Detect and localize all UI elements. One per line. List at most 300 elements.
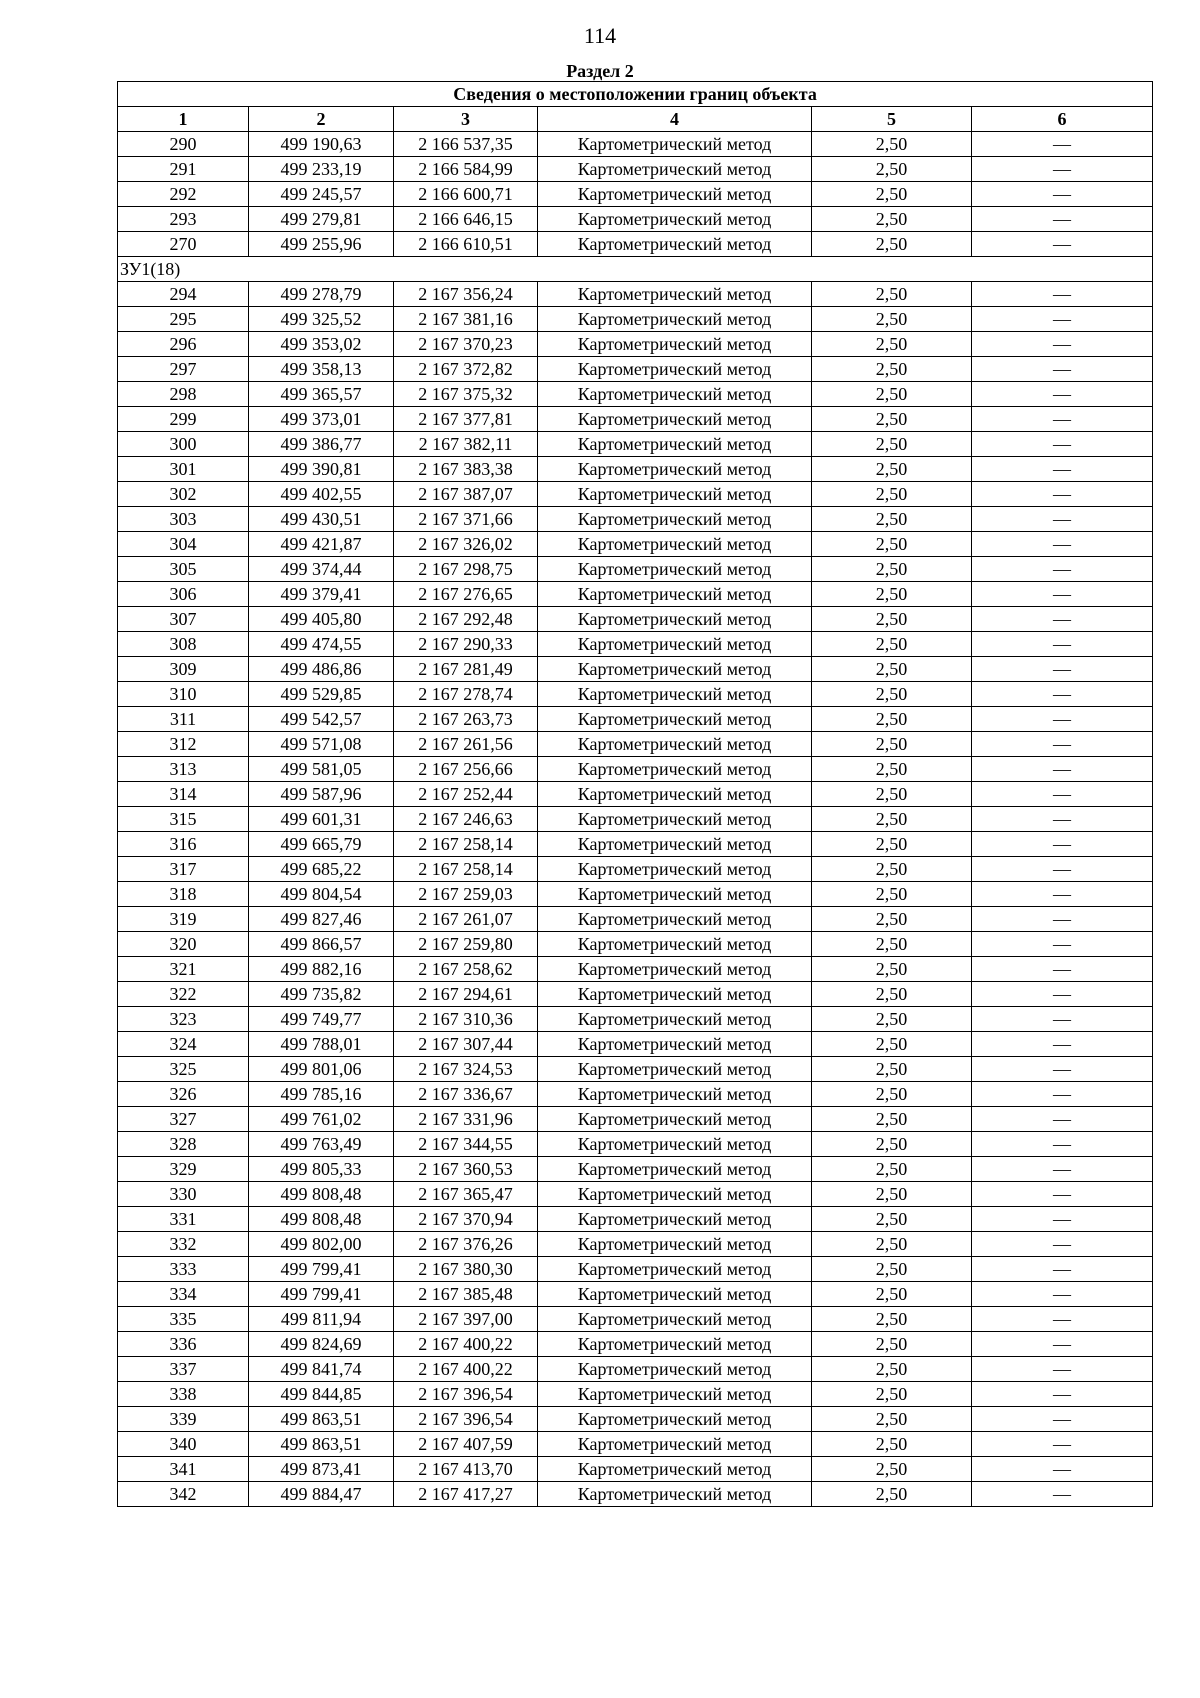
method-cell: Картометрический метод	[538, 357, 812, 382]
x-coordinate-cell: 499 685,22	[249, 857, 394, 882]
group-label: ЗУ1(18)	[118, 257, 1153, 282]
note-cell: —	[972, 532, 1153, 557]
note-cell: —	[972, 332, 1153, 357]
y-coordinate-cell: 2 167 336,67	[394, 1082, 538, 1107]
point-number-cell: 293	[118, 207, 249, 232]
y-coordinate-cell: 2 167 292,48	[394, 607, 538, 632]
table-row	[118, 832, 1153, 857]
note-cell: —	[972, 232, 1153, 257]
accuracy-cell: 2,50	[812, 282, 972, 307]
accuracy-cell: 2,50	[812, 157, 972, 182]
x-coordinate-cell: 499 474,55	[249, 632, 394, 657]
table-row	[118, 1457, 1153, 1482]
note-cell: —	[972, 682, 1153, 707]
boundary-coordinates-table	[117, 81, 1153, 1507]
accuracy-cell: 2,50	[812, 632, 972, 657]
y-coordinate-cell: 2 167 331,96	[394, 1107, 538, 1132]
x-coordinate-cell: 499 735,82	[249, 982, 394, 1007]
note-cell: —	[972, 657, 1153, 682]
column-header: 1	[118, 107, 249, 132]
page-number: 114	[583, 23, 617, 48]
column-header: 5	[812, 107, 972, 132]
x-coordinate-cell: 499 486,86	[249, 657, 394, 682]
column-header: 4	[538, 107, 812, 132]
note-cell: —	[972, 357, 1153, 382]
accuracy-cell: 2,50	[812, 532, 972, 557]
method-cell: Картометрический метод	[538, 607, 812, 632]
accuracy-cell: 2,50	[812, 407, 972, 432]
accuracy-cell: 2,50	[812, 132, 972, 157]
method-cell: Картометрический метод	[538, 757, 812, 782]
point-number-cell: 321	[118, 957, 249, 982]
point-number-cell: 318	[118, 882, 249, 907]
accuracy-cell: 2,50	[812, 432, 972, 457]
note-cell: —	[972, 882, 1153, 907]
point-number-cell: 327	[118, 1107, 249, 1132]
note-cell: —	[972, 282, 1153, 307]
note-cell: —	[972, 1232, 1153, 1257]
y-coordinate-cell: 2 167 400,22	[394, 1332, 538, 1357]
y-coordinate-cell: 2 167 365,47	[394, 1182, 538, 1207]
x-coordinate-cell: 499 863,51	[249, 1407, 394, 1432]
table-row	[118, 1407, 1153, 1432]
accuracy-cell: 2,50	[812, 757, 972, 782]
point-number-cell: 331	[118, 1207, 249, 1232]
x-coordinate-cell: 499 374,44	[249, 557, 394, 582]
method-cell: Картометрический метод	[538, 532, 812, 557]
y-coordinate-cell: 2 167 372,82	[394, 357, 538, 382]
accuracy-cell: 2,50	[812, 1182, 972, 1207]
x-coordinate-cell: 499 233,19	[249, 157, 394, 182]
note-cell: —	[972, 832, 1153, 857]
x-coordinate-cell: 499 390,81	[249, 457, 394, 482]
point-number-cell: 339	[118, 1407, 249, 1432]
accuracy-cell: 2,50	[812, 657, 972, 682]
method-cell: Картометрический метод	[538, 1182, 812, 1207]
method-cell: Картометрический метод	[538, 1307, 812, 1332]
accuracy-cell: 2,50	[812, 732, 972, 757]
method-cell: Картометрический метод	[538, 632, 812, 657]
method-cell: Картометрический метод	[538, 1207, 812, 1232]
y-coordinate-cell: 2 166 646,15	[394, 207, 538, 232]
y-coordinate-cell: 2 167 370,23	[394, 332, 538, 357]
method-cell: Картометрический метод	[538, 932, 812, 957]
accuracy-cell: 2,50	[812, 507, 972, 532]
accuracy-cell: 2,50	[812, 557, 972, 582]
note-cell: —	[972, 157, 1153, 182]
point-number-cell: 314	[118, 782, 249, 807]
table-row	[118, 432, 1153, 457]
point-number-cell: 323	[118, 1007, 249, 1032]
method-cell: Картометрический метод	[538, 1132, 812, 1157]
table-row	[118, 407, 1153, 432]
x-coordinate-cell: 499 749,77	[249, 1007, 394, 1032]
note-cell: —	[972, 782, 1153, 807]
note-cell: —	[972, 1382, 1153, 1407]
point-number-cell: 310	[118, 682, 249, 707]
note-cell: —	[972, 957, 1153, 982]
table-row	[118, 1057, 1153, 1082]
table-row	[118, 632, 1153, 657]
method-cell: Картометрический метод	[538, 782, 812, 807]
table-row	[118, 357, 1153, 382]
y-coordinate-cell: 2 167 294,61	[394, 982, 538, 1007]
accuracy-cell: 2,50	[812, 382, 972, 407]
point-number-cell: 302	[118, 482, 249, 507]
method-cell: Картометрический метод	[538, 407, 812, 432]
y-coordinate-cell: 2 167 258,14	[394, 832, 538, 857]
method-cell: Картометрический метод	[538, 582, 812, 607]
table-body	[118, 132, 1153, 1507]
x-coordinate-cell: 499 873,41	[249, 1457, 394, 1482]
note-cell: —	[972, 732, 1153, 757]
y-coordinate-cell: 2 166 584,99	[394, 157, 538, 182]
method-cell: Картометрический метод	[538, 807, 812, 832]
x-coordinate-cell: 499 884,47	[249, 1482, 394, 1507]
x-coordinate-cell: 499 190,63	[249, 132, 394, 157]
y-coordinate-cell: 2 166 537,35	[394, 132, 538, 157]
point-number-cell: 295	[118, 307, 249, 332]
y-coordinate-cell: 2 167 356,24	[394, 282, 538, 307]
y-coordinate-cell: 2 167 259,03	[394, 882, 538, 907]
y-coordinate-cell: 2 167 400,22	[394, 1357, 538, 1382]
method-cell: Картометрический метод	[538, 707, 812, 732]
table-row	[118, 1007, 1153, 1032]
note-cell: —	[972, 132, 1153, 157]
accuracy-cell: 2,50	[812, 207, 972, 232]
accuracy-cell: 2,50	[812, 1307, 972, 1332]
x-coordinate-cell: 499 785,16	[249, 1082, 394, 1107]
column-number-row	[118, 107, 1153, 132]
accuracy-cell: 2,50	[812, 857, 972, 882]
x-coordinate-cell: 499 802,00	[249, 1232, 394, 1257]
note-cell: —	[972, 1207, 1153, 1232]
note-cell: —	[972, 582, 1153, 607]
point-number-cell: 341	[118, 1457, 249, 1482]
x-coordinate-cell: 499 808,48	[249, 1207, 394, 1232]
table-row	[118, 182, 1153, 207]
accuracy-cell: 2,50	[812, 782, 972, 807]
group-row	[118, 257, 1153, 282]
method-cell: Картометрический метод	[538, 457, 812, 482]
y-coordinate-cell: 2 167 387,07	[394, 482, 538, 507]
point-number-cell: 296	[118, 332, 249, 357]
method-cell: Картометрический метод	[538, 657, 812, 682]
table-row	[118, 1032, 1153, 1057]
y-coordinate-cell: 2 167 258,62	[394, 957, 538, 982]
accuracy-cell: 2,50	[812, 307, 972, 332]
point-number-cell: 328	[118, 1132, 249, 1157]
method-cell: Картометрический метод	[538, 157, 812, 182]
method-cell: Картометрический метод	[538, 832, 812, 857]
method-cell: Картометрический метод	[538, 1157, 812, 1182]
accuracy-cell: 2,50	[812, 682, 972, 707]
y-coordinate-cell: 2 167 259,80	[394, 932, 538, 957]
y-coordinate-cell: 2 167 326,02	[394, 532, 538, 557]
point-number-cell: 333	[118, 1257, 249, 1282]
table-row	[118, 857, 1153, 882]
table-row	[118, 982, 1153, 1007]
method-cell: Картометрический метод	[538, 857, 812, 882]
method-cell: Картометрический метод	[538, 1232, 812, 1257]
point-number-cell: 326	[118, 1082, 249, 1107]
table-row	[118, 1482, 1153, 1507]
note-cell: —	[972, 407, 1153, 432]
point-number-cell: 297	[118, 357, 249, 382]
y-coordinate-cell: 2 167 281,49	[394, 657, 538, 682]
note-cell: —	[972, 1432, 1153, 1457]
accuracy-cell: 2,50	[812, 882, 972, 907]
accuracy-cell: 2,50	[812, 1457, 972, 1482]
x-coordinate-cell: 499 841,74	[249, 1357, 394, 1382]
note-cell: —	[972, 1107, 1153, 1132]
accuracy-cell: 2,50	[812, 807, 972, 832]
table-row	[118, 957, 1153, 982]
point-number-cell: 309	[118, 657, 249, 682]
note-cell: —	[972, 432, 1153, 457]
y-coordinate-cell: 2 167 382,11	[394, 432, 538, 457]
table-row	[118, 207, 1153, 232]
y-coordinate-cell: 2 167 397,00	[394, 1307, 538, 1332]
x-coordinate-cell: 499 799,41	[249, 1257, 394, 1282]
accuracy-cell: 2,50	[812, 957, 972, 982]
point-number-cell: 337	[118, 1357, 249, 1382]
method-cell: Картометрический метод	[538, 1032, 812, 1057]
accuracy-cell: 2,50	[812, 482, 972, 507]
method-cell: Картометрический метод	[538, 557, 812, 582]
note-cell: —	[972, 1357, 1153, 1382]
table-row	[118, 1157, 1153, 1182]
method-cell: Картометрический метод	[538, 382, 812, 407]
x-coordinate-cell: 499 353,02	[249, 332, 394, 357]
point-number-cell: 325	[118, 1057, 249, 1082]
y-coordinate-cell: 2 167 396,54	[394, 1382, 538, 1407]
x-coordinate-cell: 499 571,08	[249, 732, 394, 757]
accuracy-cell: 2,50	[812, 1007, 972, 1032]
accuracy-cell: 2,50	[812, 232, 972, 257]
accuracy-cell: 2,50	[812, 932, 972, 957]
method-cell: Картометрический метод	[538, 482, 812, 507]
point-number-cell: 304	[118, 532, 249, 557]
x-coordinate-cell: 499 601,31	[249, 807, 394, 832]
x-coordinate-cell: 499 799,41	[249, 1282, 394, 1307]
note-cell: —	[972, 982, 1153, 1007]
y-coordinate-cell: 2 167 252,44	[394, 782, 538, 807]
x-coordinate-cell: 499 379,41	[249, 582, 394, 607]
method-cell: Картометрический метод	[538, 507, 812, 532]
table-row	[118, 1207, 1153, 1232]
method-cell: Картометрический метод	[538, 1382, 812, 1407]
point-number-cell: 317	[118, 857, 249, 882]
table-row	[118, 1182, 1153, 1207]
accuracy-cell: 2,50	[812, 1407, 972, 1432]
x-coordinate-cell: 499 811,94	[249, 1307, 394, 1332]
table-row	[118, 1307, 1153, 1332]
note-cell: —	[972, 1157, 1153, 1182]
x-coordinate-cell: 499 421,87	[249, 532, 394, 557]
x-coordinate-cell: 499 804,54	[249, 882, 394, 907]
x-coordinate-cell: 499 824,69	[249, 1332, 394, 1357]
accuracy-cell: 2,50	[812, 1357, 972, 1382]
method-cell: Картометрический метод	[538, 207, 812, 232]
point-number-cell: 306	[118, 582, 249, 607]
method-cell: Картометрический метод	[538, 1282, 812, 1307]
point-number-cell: 340	[118, 1432, 249, 1457]
note-cell: —	[972, 607, 1153, 632]
column-header: 3	[394, 107, 538, 132]
point-number-cell: 329	[118, 1157, 249, 1182]
y-coordinate-cell: 2 167 298,75	[394, 557, 538, 582]
accuracy-cell: 2,50	[812, 1057, 972, 1082]
table-row	[118, 1082, 1153, 1107]
method-cell: Картометрический метод	[538, 882, 812, 907]
x-coordinate-cell: 499 373,01	[249, 407, 394, 432]
column-header: 6	[972, 107, 1153, 132]
note-cell: —	[972, 557, 1153, 582]
point-number-cell: 301	[118, 457, 249, 482]
point-number-cell: 332	[118, 1232, 249, 1257]
method-cell: Картометрический метод	[538, 1432, 812, 1457]
table-row	[118, 232, 1153, 257]
accuracy-cell: 2,50	[812, 607, 972, 632]
table-row	[118, 1132, 1153, 1157]
method-cell: Картометрический метод	[538, 682, 812, 707]
table-row	[118, 682, 1153, 707]
point-number-cell: 308	[118, 632, 249, 657]
point-number-cell: 303	[118, 507, 249, 532]
accuracy-cell: 2,50	[812, 707, 972, 732]
y-coordinate-cell: 2 167 310,36	[394, 1007, 538, 1032]
table-row	[118, 457, 1153, 482]
y-coordinate-cell: 2 167 324,53	[394, 1057, 538, 1082]
point-number-cell: 307	[118, 607, 249, 632]
x-coordinate-cell: 499 866,57	[249, 932, 394, 957]
table-row	[118, 1432, 1153, 1457]
note-cell: —	[972, 1257, 1153, 1282]
method-cell: Картометрический метод	[538, 432, 812, 457]
x-coordinate-cell: 499 245,57	[249, 182, 394, 207]
accuracy-cell: 2,50	[812, 1382, 972, 1407]
note-cell: —	[972, 307, 1153, 332]
x-coordinate-cell: 499 665,79	[249, 832, 394, 857]
y-coordinate-cell: 2 167 246,63	[394, 807, 538, 832]
point-number-cell: 312	[118, 732, 249, 757]
y-coordinate-cell: 2 167 383,38	[394, 457, 538, 482]
table-row	[118, 132, 1153, 157]
method-cell: Картометрический метод	[538, 307, 812, 332]
note-cell: —	[972, 457, 1153, 482]
note-cell: —	[972, 757, 1153, 782]
x-coordinate-cell: 499 801,06	[249, 1057, 394, 1082]
table-row	[118, 1232, 1153, 1257]
table-row	[118, 607, 1153, 632]
method-cell: Картометрический метод	[538, 1107, 812, 1132]
y-coordinate-cell: 2 167 256,66	[394, 757, 538, 782]
y-coordinate-cell: 2 167 276,65	[394, 582, 538, 607]
table-row	[118, 332, 1153, 357]
accuracy-cell: 2,50	[812, 1157, 972, 1182]
point-number-cell: 290	[118, 132, 249, 157]
point-number-cell: 336	[118, 1332, 249, 1357]
point-number-cell: 338	[118, 1382, 249, 1407]
y-coordinate-cell: 2 167 380,30	[394, 1257, 538, 1282]
point-number-cell: 320	[118, 932, 249, 957]
x-coordinate-cell: 499 430,51	[249, 507, 394, 532]
table-row	[118, 582, 1153, 607]
accuracy-cell: 2,50	[812, 907, 972, 932]
accuracy-cell: 2,50	[812, 357, 972, 382]
x-coordinate-cell: 499 805,33	[249, 1157, 394, 1182]
x-coordinate-cell: 499 863,51	[249, 1432, 394, 1457]
note-cell: —	[972, 182, 1153, 207]
x-coordinate-cell: 499 405,80	[249, 607, 394, 632]
y-coordinate-cell: 2 167 385,48	[394, 1282, 538, 1307]
point-number-cell: 324	[118, 1032, 249, 1057]
table-row	[118, 657, 1153, 682]
y-coordinate-cell: 2 167 263,73	[394, 707, 538, 732]
method-cell: Картометрический метод	[538, 1057, 812, 1082]
y-coordinate-cell: 2 167 278,74	[394, 682, 538, 707]
x-coordinate-cell: 499 529,85	[249, 682, 394, 707]
method-cell: Картометрический метод	[538, 907, 812, 932]
y-coordinate-cell: 2 167 377,81	[394, 407, 538, 432]
table-row	[118, 1257, 1153, 1282]
table-row	[118, 932, 1153, 957]
x-coordinate-cell: 499 358,13	[249, 357, 394, 382]
note-cell: —	[972, 932, 1153, 957]
table-row	[118, 1332, 1153, 1357]
point-number-cell: 270	[118, 232, 249, 257]
point-number-cell: 322	[118, 982, 249, 1007]
table-row	[118, 157, 1153, 182]
y-coordinate-cell: 2 167 307,44	[394, 1032, 538, 1057]
method-cell: Картометрический метод	[538, 1332, 812, 1357]
x-coordinate-cell: 499 279,81	[249, 207, 394, 232]
note-cell: —	[972, 1282, 1153, 1307]
table-row	[118, 307, 1153, 332]
accuracy-cell: 2,50	[812, 1232, 972, 1257]
note-cell: —	[972, 1482, 1153, 1507]
accuracy-cell: 2,50	[812, 457, 972, 482]
note-cell: —	[972, 707, 1153, 732]
note-cell: —	[972, 1332, 1153, 1357]
x-coordinate-cell: 499 761,02	[249, 1107, 394, 1132]
x-coordinate-cell: 499 278,79	[249, 282, 394, 307]
x-coordinate-cell: 499 763,49	[249, 1132, 394, 1157]
y-coordinate-cell: 2 167 417,27	[394, 1482, 538, 1507]
method-cell: Картометрический метод	[538, 957, 812, 982]
method-cell: Картометрический метод	[538, 1357, 812, 1382]
note-cell: —	[972, 1132, 1153, 1157]
accuracy-cell: 2,50	[812, 582, 972, 607]
table-row	[118, 1107, 1153, 1132]
y-coordinate-cell: 2 167 376,26	[394, 1232, 538, 1257]
note-cell: —	[972, 1007, 1153, 1032]
x-coordinate-cell: 499 844,85	[249, 1382, 394, 1407]
method-cell: Картометрический метод	[538, 1082, 812, 1107]
y-coordinate-cell: 2 166 610,51	[394, 232, 538, 257]
accuracy-cell: 2,50	[812, 332, 972, 357]
y-coordinate-cell: 2 167 396,54	[394, 1407, 538, 1432]
accuracy-cell: 2,50	[812, 1207, 972, 1232]
y-coordinate-cell: 2 167 360,53	[394, 1157, 538, 1182]
table-row	[118, 1382, 1153, 1407]
point-number-cell: 342	[118, 1482, 249, 1507]
x-coordinate-cell: 499 365,57	[249, 382, 394, 407]
x-coordinate-cell: 499 325,52	[249, 307, 394, 332]
x-coordinate-cell: 499 581,05	[249, 757, 394, 782]
x-coordinate-cell: 499 808,48	[249, 1182, 394, 1207]
